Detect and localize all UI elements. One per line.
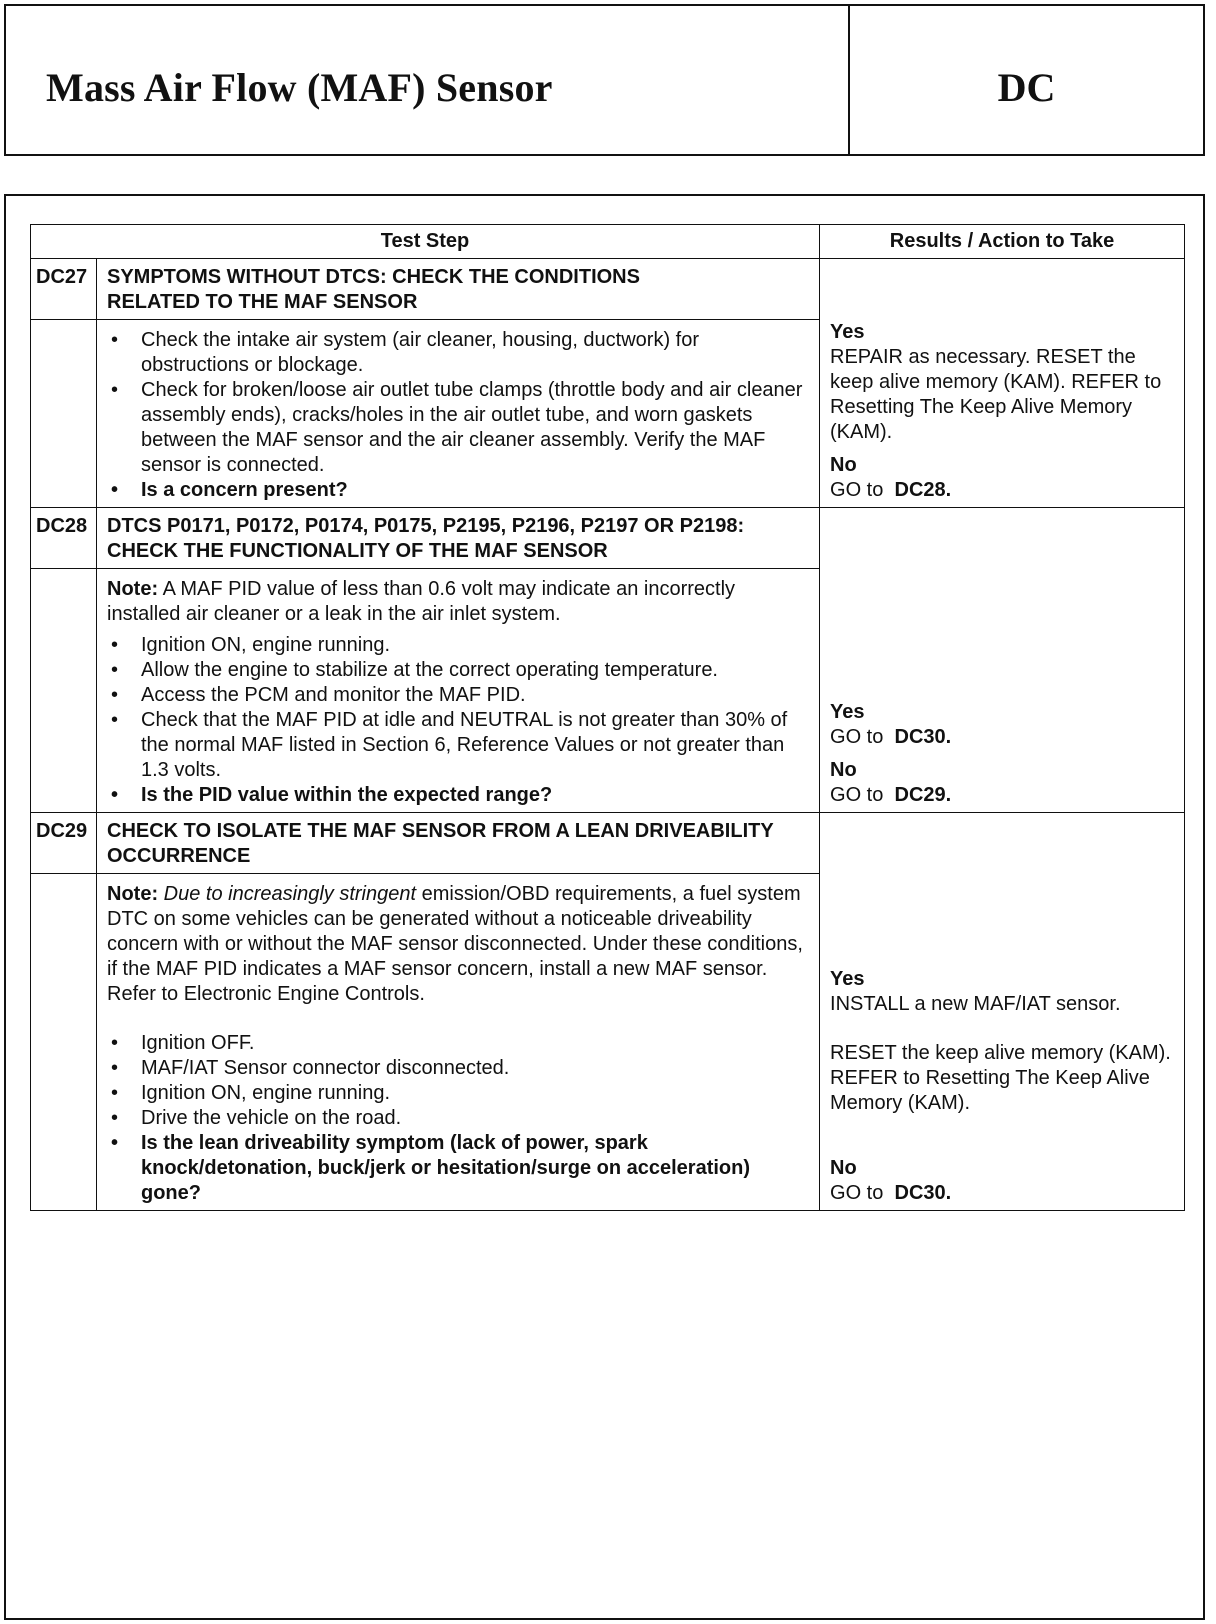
no-action: GO to DC28. (830, 479, 952, 501)
bullet-item: • Access the PCM and monitor the MAF PID. (107, 683, 809, 708)
question-item: • Is the PID value within the expected range? (107, 783, 809, 808)
step-id-dc28: DC28 (31, 508, 97, 569)
no-label: No (830, 1157, 857, 1179)
step-body-dc28 (97, 569, 820, 813)
result-dc29 (820, 813, 1185, 1211)
bullet-item: • Ignition ON, engine running. (107, 633, 809, 658)
goto-link-dc28[interactable]: DC28. (894, 479, 952, 501)
bullet-item: • Check for broken/loose air outlet tube clamps (throttle body and air cleaner assembly ends), cracks/holes in the air outlet tube, and worn gaskets between the MAF sensor and the air cleaner assembly. Verify the MAF sensor is connected. (107, 378, 809, 478)
goto-link-dc29[interactable]: DC29. (894, 784, 952, 806)
dc28-title-row (31, 508, 1185, 569)
section-code: DC (997, 65, 1056, 110)
goto-link-dc30[interactable]: DC30. (894, 1182, 952, 1204)
no-action: GO to DC29. (830, 784, 952, 806)
no-label: No (830, 454, 857, 476)
yes-label: Yes (830, 321, 865, 343)
yes-action-reset: RESET the keep alive memory (KAM). REFER to Resetting The Keep Alive Memory (KAM). (830, 1042, 1171, 1114)
step-title-dc27-line2: RELATED TO THE MAF SENSOR (107, 291, 418, 313)
goto-link-dc30[interactable]: DC30. (894, 726, 952, 748)
step-title-dc27-line1: SYMPTOMS WITHOUT DTCS: CHECK THE CONDITIONS (107, 266, 640, 288)
step-id-dc29: DC29 (31, 813, 97, 874)
yes-label: Yes (830, 701, 865, 723)
step-title-dc29: CHECK TO ISOLATE THE MAF SENSOR FROM A LEAN DRIVEABILITY OCCURRENCE (97, 813, 820, 874)
bullet-item: • Check the intake air system (air cleaner, housing, ductwork) for obstructions or blockage. (107, 328, 809, 378)
bullet-item: • Ignition OFF. (107, 1031, 809, 1056)
bullet-item: • Drive the vehicle on the road. (107, 1106, 809, 1131)
table-header-row (31, 225, 1185, 259)
question-item: • Is a concern present? (107, 478, 809, 503)
dc29-title-row (31, 813, 1185, 874)
step-title-dc27 (97, 259, 820, 320)
page-header (4, 4, 1205, 156)
results-header: Results / Action to Take (820, 225, 1185, 259)
bullet-item: • Allow the engine to stabilize at the correct operating temperature. (107, 658, 809, 683)
no-label: No (830, 759, 857, 781)
bullet-item: • Ignition ON, engine running. (107, 1081, 809, 1106)
step-body-dc27 (97, 320, 820, 508)
dc27-title-row (31, 259, 1185, 320)
note-dc28: Note: A MAF PID value of less than 0.6 volt may indicate an incorrectly installed air cleaner or a leak in the air inlet system. (107, 578, 736, 625)
bullet-item: • MAF/IAT Sensor connector disconnected. (107, 1056, 809, 1081)
pinpoint-test-table (30, 224, 1185, 1211)
yes-action: REPAIR as necessary. RESET the keep alive memory (KAM). REFER to Resetting The Keep Alive Memory (KAM). (830, 346, 1162, 443)
test-step-header: Test Step (31, 225, 820, 259)
bullet-item: • Check that the MAF PID at idle and NEUTRAL is not greater than 30% of the normal MAF listed in Section 6, Reference Values or not greater than 1.3 volts. (107, 708, 809, 783)
no-action: GO to DC30. (830, 1182, 952, 1204)
page-title: Mass Air Flow (MAF) Sensor (46, 65, 553, 110)
question-item: • Is the lean driveability symptom (lack of power, spark knock/detonation, buck/jerk or hesitation/surge on acceleration) gone? (107, 1131, 809, 1206)
result-dc27 (820, 259, 1185, 508)
step-id-dc27: DC27 (31, 259, 97, 320)
yes-label: Yes (830, 968, 865, 990)
result-dc28 (820, 508, 1185, 813)
step-body-dc29 (97, 874, 820, 1211)
yes-action: GO to DC30. (830, 726, 952, 748)
yes-action-install: INSTALL a new MAF/IAT sensor. (830, 993, 1121, 1015)
note-dc29: Note: Due to increasingly stringent emission/OBD requirements, a fuel system DTC on some vehicles can be generated without a noticeable driveability concern with or without the MAF sensor disconnected. Under these conditions, if the MAF PID indicates a MAF sensor concern, install a new MAF sensor. Refer to Electronic Engine Controls. (107, 883, 803, 1005)
step-title-dc28: DTCS P0171, P0172, P0174, P0175, P2195, P2196, P2197 OR P2198: CHECK THE FUNCTIONALITY OF THE MAF SENSOR (97, 508, 820, 569)
